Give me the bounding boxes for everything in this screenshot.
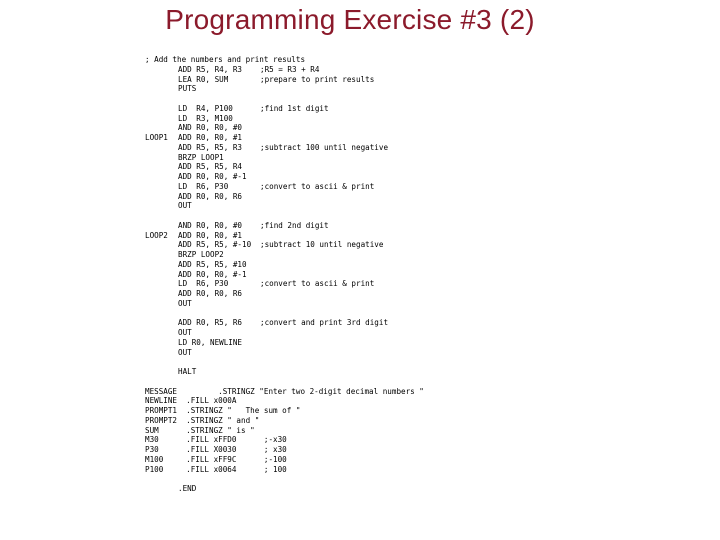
code-instruction: AND R0, R0, #0 xyxy=(178,220,243,230)
slide-title: Programming Exercise #3 (2) xyxy=(165,4,535,35)
code-instruction: .END xyxy=(178,484,197,493)
code-line xyxy=(0,133,720,143)
code-instruction: OUT xyxy=(178,347,192,357)
code-line xyxy=(0,416,720,426)
code-line xyxy=(0,426,720,436)
code-instruction: ADD R0, R0, R6 xyxy=(178,191,243,201)
code-label: P30 .FILL X0030 ; x30 xyxy=(145,445,287,454)
code-instruction: ADD R0, R0, #-1 xyxy=(178,172,247,181)
code-line xyxy=(0,309,720,319)
code-instruction: ADD R5, R4, R3 xyxy=(178,64,243,74)
code-instruction: HALT xyxy=(178,367,197,376)
code-label: MESSAGE .STRINGZ "Enter two 2-digit decimal numbers " xyxy=(145,386,424,396)
code-line xyxy=(0,104,720,114)
code-instruction: LD R4, P100 xyxy=(178,103,233,113)
code-comment: ;prepare to print results xyxy=(260,74,375,84)
code-line xyxy=(0,172,720,182)
code-line xyxy=(0,84,720,94)
code-line xyxy=(0,231,720,241)
code-instruction: ADD R5, R5, R3 xyxy=(178,142,243,152)
code-line xyxy=(0,348,720,358)
code-label: NEWLINE .FILL x000A xyxy=(145,396,237,406)
code-line xyxy=(0,396,720,406)
code-line xyxy=(0,435,720,445)
code-line xyxy=(0,65,720,75)
code-label: PROMPT1 .STRINGZ " The sum of " xyxy=(145,406,301,415)
code-line xyxy=(0,367,720,377)
code-instruction: LEA R0, SUM xyxy=(178,74,229,84)
code-line xyxy=(0,445,720,455)
code-instruction: OUT xyxy=(178,298,192,308)
code-line xyxy=(0,377,720,387)
code-comment: ;find 1st digit xyxy=(260,103,329,113)
code-instruction: AND R0, R0, #0 xyxy=(178,123,243,133)
code-comment: ;subtract 100 until negative xyxy=(260,142,389,152)
code-line xyxy=(0,387,720,397)
code-comment: ;convert and print 3rd digit xyxy=(260,318,389,328)
code-line xyxy=(0,221,720,231)
code-comment: ;convert to ascii & print xyxy=(260,279,375,289)
code-comment: ;convert to ascii & print xyxy=(260,181,375,191)
code-line xyxy=(0,338,720,348)
code-line xyxy=(0,465,720,475)
code-label: M30 .FILL xFFD0 ;-x30 xyxy=(145,435,287,445)
code-line xyxy=(0,55,720,65)
code-instruction: ADD R5, R5, #10 xyxy=(178,259,247,269)
code-label: LOOP1 xyxy=(145,133,168,142)
code-instruction: ADD R0, R5, R6 xyxy=(178,318,243,328)
code-comment: ;find 2nd digit xyxy=(260,220,329,230)
code-instruction: ADD R5, R5, R4 xyxy=(178,162,243,172)
code-line xyxy=(0,474,720,484)
code-label: LOOP2 xyxy=(145,230,168,240)
code-instruction: ADD R0, R0, R6 xyxy=(178,289,243,298)
code-line xyxy=(0,260,720,270)
code-instruction: PUTS xyxy=(178,84,197,94)
code-line xyxy=(0,484,720,494)
code-line xyxy=(0,240,720,250)
code-line xyxy=(0,318,720,328)
code-line xyxy=(0,289,720,299)
code-instruction: OUT xyxy=(178,328,192,337)
code-label: P100 .FILL x0064 ; 100 xyxy=(145,464,287,474)
code-line xyxy=(0,153,720,163)
code-line xyxy=(0,182,720,192)
code-line xyxy=(0,279,720,289)
code-line xyxy=(0,201,720,211)
code-line xyxy=(0,75,720,85)
code-line xyxy=(0,250,720,260)
code-instruction: ADD R0, R0, #-1 xyxy=(178,269,247,279)
code-line xyxy=(0,328,720,338)
code-instruction: ADD R0, R0, #1 xyxy=(178,133,243,142)
code-instruction: BRZP LOOP2 xyxy=(178,250,224,259)
code-label: PROMPT2 .STRINGZ " and " xyxy=(145,415,260,425)
code-label: ; Add the numbers and print results xyxy=(145,55,306,64)
code-line xyxy=(0,162,720,172)
code-line xyxy=(0,299,720,309)
code-line xyxy=(0,211,720,221)
code-instruction: LD R3, M100 xyxy=(178,113,233,123)
code-label: SUM .STRINGZ " is " xyxy=(145,425,255,435)
code-instruction: LD R6, P30 xyxy=(178,181,229,191)
code-comment: ;subtract 10 until negative xyxy=(260,240,384,250)
code-instruction: ADD R0, R0, #1 xyxy=(178,230,243,240)
code-line xyxy=(0,406,720,416)
code-instruction: LD R0, NEWLINE xyxy=(178,337,243,347)
code-instruction: OUT xyxy=(178,201,192,211)
code-line xyxy=(0,270,720,280)
code-instruction: LD R6, P30 xyxy=(178,279,229,289)
code-line xyxy=(0,114,720,124)
code-instruction: ADD R5, R5, #-10 xyxy=(178,240,252,250)
code-comment: ;R5 = R3 + R4 xyxy=(260,64,320,74)
code-label: M100 .FILL xFF9C ;-100 xyxy=(145,454,287,464)
code-line xyxy=(0,455,720,465)
code-line xyxy=(0,357,720,367)
code-line xyxy=(0,192,720,202)
code-line xyxy=(0,94,720,104)
code-instruction: BRZP LOOP1 xyxy=(178,152,224,162)
code-line xyxy=(0,143,720,153)
code-line xyxy=(0,123,720,133)
